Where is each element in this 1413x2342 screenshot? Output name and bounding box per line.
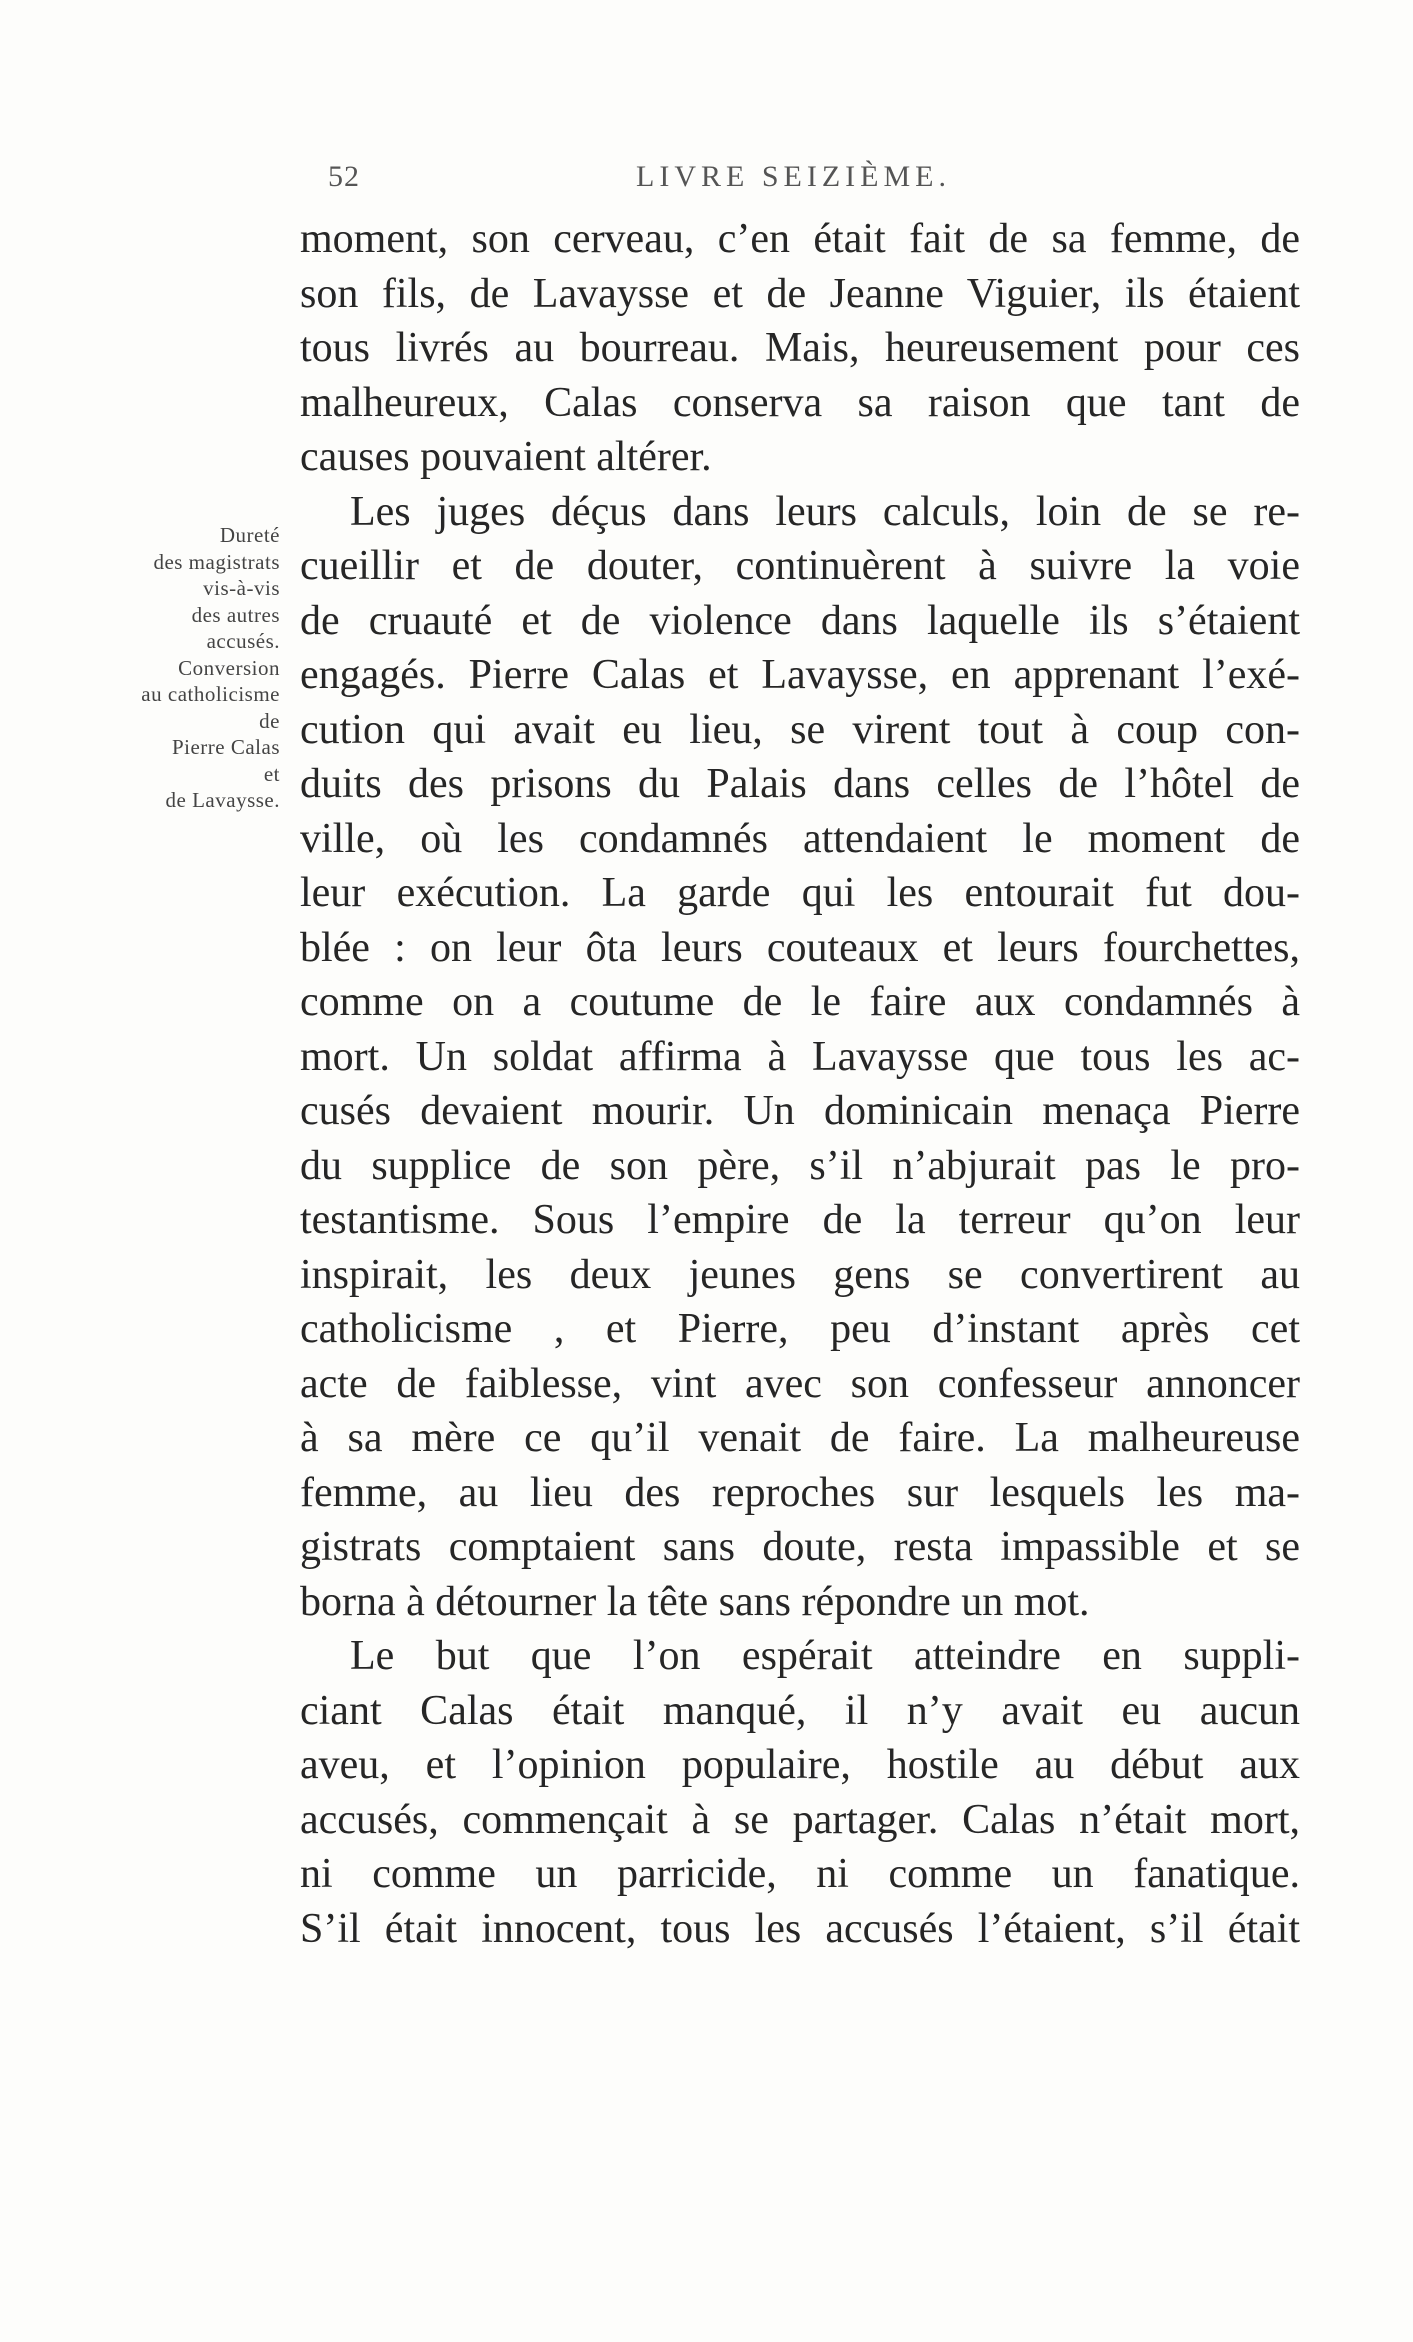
- text-line: ni comme un parricide, ni comme un fanatique.: [300, 1851, 1300, 1897]
- text-line: gistrats comptaient sans doute, resta impassible et se: [300, 1524, 1300, 1570]
- margin-note-line: de: [259, 708, 280, 733]
- running-title: LIVRE SEIZIÈME.: [636, 160, 951, 193]
- text-line: acte de faiblesse, vint avec son confesseur annoncer: [300, 1360, 1300, 1407]
- text-line: catholicisme , et Pierre, peu d’instant après cet: [300, 1306, 1300, 1352]
- text-line: tous livrés au bourreau. Mais, heureusement pour ces: [300, 325, 1300, 371]
- text-line: engagés. Pierre Calas et Lavaysse, en apprenant l’exé-: [300, 652, 1300, 698]
- text-line: leur exécution. La garde qui les entourait fut dou-: [300, 870, 1300, 916]
- margin-note-line: de Lavaysse.: [165, 788, 280, 812]
- page-number: 52: [328, 160, 360, 193]
- margin-note-line: Dureté: [219, 523, 280, 547]
- margin-note-line: accusés.: [206, 629, 280, 653]
- text-line: à sa mère ce qu’il venait de faire. La malheureuse: [300, 1415, 1300, 1461]
- text-line: du supplice de son père, s’il n’abjurait pas le pro-: [300, 1142, 1300, 1189]
- text-line: femme, au lieu des reproches sur lesquels les ma-: [300, 1469, 1300, 1516]
- text-line: mort. Un soldat affirma à Lavaysse que tous les ac-: [300, 1033, 1300, 1080]
- text-line: de cruauté et de violence dans laquelle ils s’étaient: [300, 597, 1300, 644]
- margin-note-line: Conversion: [178, 655, 280, 680]
- text-line: son fils, de Lavaysse et de Jeanne Viguier, ils étaient: [300, 270, 1300, 317]
- text-line: borna à détourner la tête sans répondre un mot.: [300, 1578, 1090, 1625]
- text-line: blée : on leur ôta leurs couteaux et leurs fourchettes,: [300, 924, 1300, 971]
- margin-note: [60, 522, 280, 814]
- text-line: Les juges déçus dans leurs calculs, loin de se re-: [350, 488, 1300, 535]
- text-line: inspirait, les deux jeunes gens se convertirent au: [300, 1251, 1300, 1298]
- margin-note-line: des autres: [191, 602, 280, 627]
- text-line: moment, son cerveau, c’en était fait de sa femme, de: [300, 216, 1300, 262]
- text-line: ville, où les condamnés attendaient le moment de: [300, 815, 1300, 862]
- text-line: aveu, et l’opinion populaire, hostile au début aux: [300, 1742, 1300, 1788]
- text-line: accusés, commençait à se partager. Calas n’était mort,: [300, 1796, 1300, 1843]
- text-line: causes pouvaient altérer.: [300, 434, 712, 480]
- body-text: [300, 212, 1300, 1956]
- text-line: duits des prisons du Palais dans celles de l’hôtel de: [300, 761, 1300, 807]
- text-line: malheureux, Calas conserva sa raison que tant de: [300, 379, 1300, 426]
- margin-note-line: Pierre Calas: [171, 735, 280, 759]
- margin-note-line: des magistrats: [153, 549, 280, 574]
- text-line: cueillir et de douter, continuèrent à suivre la voie: [300, 543, 1300, 589]
- margin-note-line: et: [263, 761, 280, 786]
- page-header: [0, 160, 1413, 200]
- text-line: testantisme. Sous l’empire de la terreur qu’on leur: [300, 1197, 1300, 1243]
- text-line: comme on a coutume de le faire aux condamnés à: [300, 979, 1300, 1025]
- margin-note-line: au catholicisme: [141, 682, 280, 706]
- text-line: Le but que l’on espérait atteindre en suppli-: [350, 1633, 1300, 1679]
- text-line: cution qui avait eu lieu, se virent tout à coup con-: [300, 706, 1300, 753]
- text-line: S’il était innocent, tous les accusés l’étaient, s’il était: [300, 1905, 1300, 1952]
- text-line: cusés devaient mourir. Un dominicain menaça Pierre: [300, 1088, 1300, 1134]
- margin-note-line: vis-à-vis: [203, 576, 280, 600]
- text-line: ciant Calas était manqué, il n’y avait eu aucun: [300, 1687, 1300, 1734]
